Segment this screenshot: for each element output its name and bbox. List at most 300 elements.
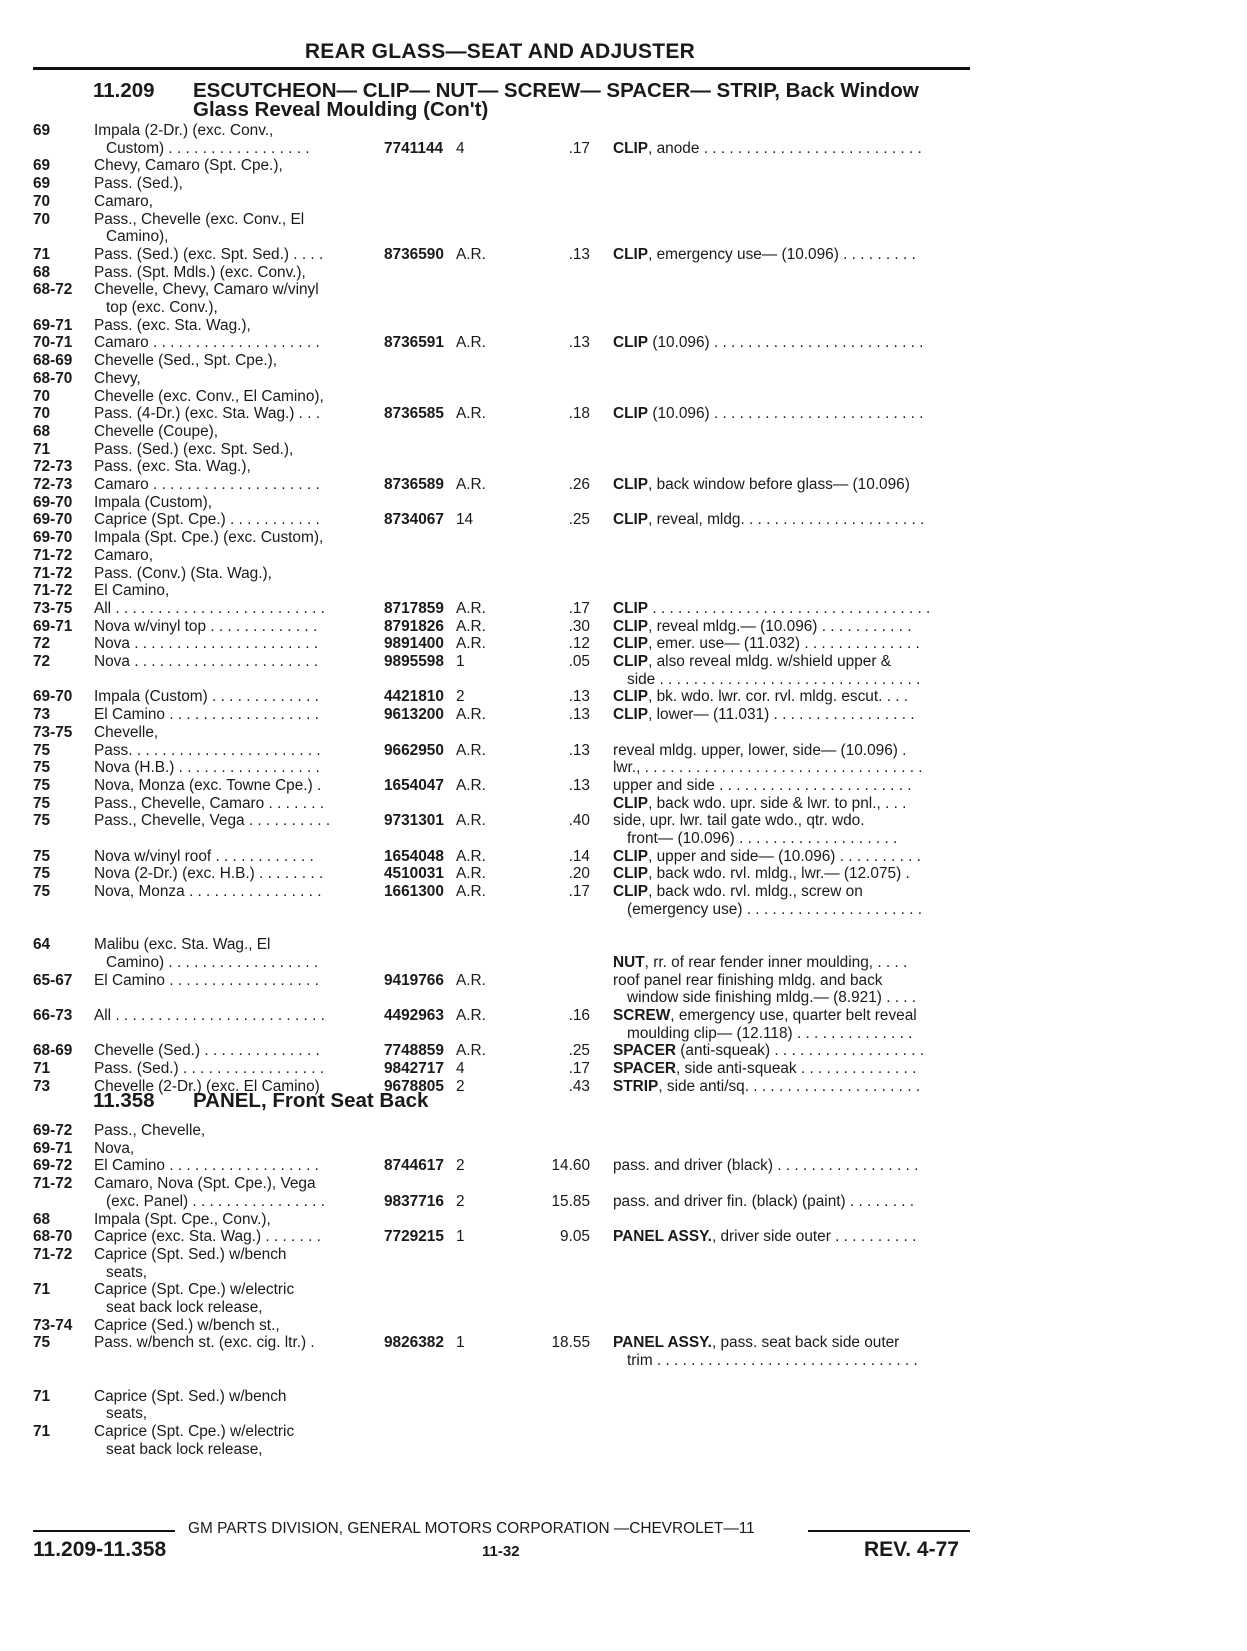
part-name [613, 653, 973, 671]
model-years: 75 [33, 812, 51, 830]
part-name [613, 476, 973, 494]
part-name [613, 972, 973, 990]
model-years: 69-72 [33, 1157, 73, 1175]
vehicle-description: Caprice (Spt. Sed.) w/bench [94, 1387, 287, 1405]
part-row [0, 989, 1000, 1007]
part-name [613, 140, 973, 158]
quantity: A.R. [456, 635, 486, 653]
quantity: 1 [456, 653, 465, 670]
vehicle-description: All . . . . . . . . . . . . . . . . . . . . . . . . . [94, 599, 325, 617]
price: .40 [568, 812, 590, 830]
part-name [613, 759, 973, 777]
part-name-detail: trim . . . . . . . . . . . . . . . . . . . . . . . . . . . . . . . [627, 1352, 918, 1370]
part-row [0, 1122, 1000, 1140]
price: .20 [568, 865, 590, 883]
part-number: 9895598 [384, 653, 444, 670]
part-name-bold: CLIP [613, 476, 649, 493]
part-name-detail: , back wdo. rvl. mldg., screw on [648, 883, 863, 901]
quantity: A.R. [456, 847, 486, 865]
model-years: 73-75 [33, 599, 73, 617]
price: .05 [568, 653, 590, 670]
part-row [0, 529, 1000, 547]
part-row [0, 1193, 1000, 1211]
part-name [627, 671, 973, 689]
part-name-bold: CLIP [613, 245, 649, 263]
model-years: 68-69 [33, 1042, 73, 1060]
part-name-detail: (10.096) . . . . . . . . . . . . . . . . . . . . . . . . . [648, 334, 924, 352]
section-number: 11.358 [93, 1089, 155, 1112]
model-years: 66-73 [33, 1007, 73, 1024]
section-title-line-1: ESCUTCHEON— CLIP— NUT— SCREW— SPACER— STRIP, Back Window [193, 79, 919, 102]
part-row [0, 706, 1000, 724]
part-row [0, 157, 1000, 175]
part-name [613, 600, 973, 618]
model-years: 72-73 [33, 458, 73, 476]
part-name-bold: CLIP [613, 617, 649, 635]
vehicle-description: Malibu (exc. Sta. Wag., El [94, 936, 271, 954]
model-years: 71 [33, 245, 51, 263]
vehicle-description: Pass. (Sed.) (exc. Spt. Sed.) . . . . [94, 245, 324, 263]
part-row [0, 423, 1000, 441]
quantity: A.R. [456, 1007, 486, 1024]
part-name-detail: (10.096) . . . . . . . . . . . . . . . . . . . . . . . . . [648, 405, 924, 423]
model-years: 69-71 [33, 316, 73, 334]
model-years: 69-70 [33, 511, 73, 529]
part-name [613, 812, 973, 830]
vehicle-description: Impala (Spt. Cpe., Conv.), [94, 1210, 271, 1228]
part-row [0, 547, 1000, 565]
model-years: 69-70 [33, 688, 73, 706]
quantity: 4 [456, 1060, 465, 1078]
part-row [0, 724, 1000, 742]
page-number: 11-32 [482, 1543, 520, 1560]
part-name [613, 1228, 973, 1246]
part-row [0, 1157, 1000, 1175]
part-name-detail: , emergency use, quarter belt reveal [670, 1007, 917, 1024]
vehicle-description: Chevelle, [94, 723, 159, 741]
price: 18.55 [551, 1334, 590, 1352]
part-name [627, 1025, 973, 1043]
vehicle-description: Pass. w/bench st. (exc. cig. ltr.) . [94, 1334, 315, 1352]
model-years: 69-70 [33, 529, 73, 547]
model-years: 72 [33, 635, 51, 653]
part-row [0, 334, 1000, 352]
part-row [0, 1211, 1000, 1229]
part-name-bold: CLIP [613, 653, 649, 670]
quantity: A.R. [456, 476, 486, 493]
model-years: 69-71 [33, 617, 73, 635]
vehicle-description: Chevy, Camaro (Spt. Cpe.), [94, 157, 283, 175]
vehicle-description: Pass., Chevelle, Camaro . . . . . . . [94, 794, 325, 812]
model-years: 69 [33, 122, 51, 139]
part-name [613, 688, 973, 706]
part-number: 9613200 [384, 706, 444, 724]
vehicle-description: (exc. Panel) . . . . . . . . . . . . . . . . [106, 1192, 325, 1210]
part-number: 8791826 [384, 617, 444, 635]
part-name-bold: CLIP [613, 688, 649, 706]
part-row [0, 1423, 1000, 1441]
vehicle-description: Camino), [106, 228, 169, 246]
quantity: A.R. [456, 812, 486, 830]
part-number: 4510031 [384, 865, 444, 883]
part-name-detail: , back wdo. upr. side & lwr. to pnl., . . . [648, 794, 907, 812]
model-years: 73 [33, 706, 51, 724]
section-title-line-2: Glass Reveal Moulding (Con't) [193, 98, 489, 121]
part-number: 9662950 [384, 741, 444, 759]
price: .13 [568, 776, 590, 794]
model-years: 71-72 [33, 1245, 73, 1263]
price: .25 [568, 511, 590, 529]
part-name-bold: SCREW [613, 1007, 671, 1024]
quantity: 2 [456, 1077, 465, 1095]
vehicle-description: Chevelle (Sed.) . . . . . . . . . . . . . . [94, 1042, 320, 1060]
part-name-detail: . . . . . . . . . . . . . . . . . . . . . . . . . . . . . . . . . [648, 599, 931, 617]
part-row [0, 1370, 1000, 1388]
model-years: 69 [33, 175, 51, 193]
part-row [0, 671, 1000, 689]
model-years: 68 [33, 422, 51, 440]
part-row [0, 122, 1000, 140]
model-years: 75 [33, 741, 51, 759]
part-number: 7748859 [384, 1042, 444, 1060]
vehicle-description: Impala (2-Dr.) (exc. Conv., [94, 122, 274, 139]
part-number: 1654048 [384, 847, 444, 865]
part-row [0, 1140, 1000, 1158]
part-name-detail: , emergency use— (10.096) . . . . . . . . . [648, 245, 916, 263]
price: .43 [568, 1077, 590, 1095]
part-name [613, 1042, 973, 1060]
vehicle-description: Nova (2-Dr.) (exc. H.B.) . . . . . . . . [94, 865, 324, 883]
part-name-detail: reveal mldg. upper, lower, side— (10.096) . [613, 741, 907, 759]
part-row [0, 565, 1000, 583]
part-name [613, 1007, 973, 1025]
vehicle-description: Caprice (Spt. Sed.) w/bench [94, 1245, 287, 1263]
vehicle-description: Pass. (4-Dr.) (exc. Sta. Wag.) . . . [94, 405, 321, 423]
vehicle-description: Caprice (Sed.) w/bench st., [94, 1316, 280, 1334]
price: .13 [568, 688, 590, 706]
part-row [0, 759, 1000, 777]
model-years: 71 [33, 440, 51, 458]
part-number: 4421810 [384, 688, 444, 706]
quantity: A.R. [456, 971, 486, 989]
part-number: 7741144 [384, 139, 444, 157]
part-number: 8736590 [384, 245, 444, 263]
part-row [0, 264, 1000, 282]
model-years: 72-73 [33, 476, 73, 493]
model-years: 75 [33, 794, 51, 812]
vehicle-description: seat back lock release, [106, 1440, 263, 1458]
price: .17 [568, 883, 590, 901]
part-name-bold: CLIP [613, 865, 649, 883]
model-years: 73-74 [33, 1316, 73, 1334]
vehicle-description: Chevelle (Coupe), [94, 422, 219, 440]
vehicle-description: Chevelle (Sed., Spt. Cpe.), [94, 352, 278, 370]
part-name-bold: STRIP [613, 1077, 659, 1095]
part-name-detail: , back wdo. rvl. mldg., lwr.— (12.075) . [648, 865, 910, 883]
part-row [0, 1246, 1000, 1264]
part-name [613, 1193, 973, 1211]
part-name-bold: CLIP [613, 635, 649, 653]
model-years: 69-72 [33, 1122, 73, 1139]
footer-rule-right [808, 1530, 970, 1532]
part-row [0, 777, 1000, 795]
part-row [0, 1228, 1000, 1246]
part-row [0, 370, 1000, 388]
vehicle-description: Nova w/vinyl roof . . . . . . . . . . . . [94, 847, 314, 865]
part-row [0, 972, 1000, 990]
quantity: A.R. [456, 741, 486, 759]
part-row [0, 812, 1000, 830]
part-name [613, 618, 973, 636]
part-name [613, 848, 973, 866]
part-number: 9419766 [384, 971, 444, 989]
model-years: 68 [33, 263, 51, 281]
part-row [0, 458, 1000, 476]
part-name [613, 1078, 973, 1096]
vehicle-description: Pass. (exc. Sta. Wag.), [94, 316, 251, 334]
part-row [0, 582, 1000, 600]
part-name [627, 989, 973, 1007]
part-name-bold: CLIP [613, 599, 649, 617]
section-number: 11.209 [93, 79, 155, 102]
part-number: 9731301 [384, 812, 444, 830]
part-row [0, 1007, 1000, 1025]
model-years: 75 [33, 865, 51, 883]
footer-section-range: 11.209-11.358 [33, 1538, 167, 1561]
part-name-bold: NUT [613, 953, 645, 971]
quantity: A.R. [456, 245, 486, 263]
vehicle-description: Camaro, Nova (Spt. Cpe.), Vega [94, 1175, 316, 1193]
quantity: 4 [456, 139, 465, 157]
model-years: 71-72 [33, 564, 73, 582]
part-name-bold: SPACER [613, 1060, 676, 1078]
part-name-bold: CLIP [613, 847, 649, 865]
vehicle-description: Pass., Chevelle (exc. Conv., El [94, 210, 305, 228]
part-name-detail: , upper and side— (10.096) . . . . . . . . . . [648, 847, 921, 865]
vehicle-description: Camaro, [94, 192, 154, 210]
model-years: 69-71 [33, 1139, 73, 1157]
part-name [613, 865, 973, 883]
vehicle-description: seats, [106, 1263, 148, 1281]
price: .30 [568, 617, 590, 635]
model-years: 65-67 [33, 971, 73, 989]
footer-corporation: GM PARTS DIVISION, GENERAL MOTORS CORPORATION —CHEVROLET—11 [188, 1520, 755, 1537]
model-years: 73-75 [33, 723, 73, 741]
part-row [0, 1317, 1000, 1335]
vehicle-description: Nova . . . . . . . . . . . . . . . . . . . . . . [94, 635, 319, 653]
quantity: A.R. [456, 1042, 486, 1060]
part-number: 8736589 [384, 476, 444, 493]
vehicle-description: Impala (Spt. Cpe.) (exc. Custom), [94, 529, 324, 547]
part-name [613, 777, 973, 795]
part-name-detail: roof panel rear finishing mldg. and back [613, 971, 883, 989]
vehicle-description: Camaro, [94, 546, 154, 564]
quantity: A.R. [456, 405, 486, 423]
model-years: 70 [33, 210, 51, 228]
part-name [613, 511, 973, 529]
part-number: 8744617 [384, 1157, 444, 1175]
model-years: 68-69 [33, 352, 73, 370]
vehicle-description: top (exc. Conv.), [106, 299, 218, 316]
part-row [0, 600, 1000, 618]
part-number: 8736591 [384, 334, 444, 352]
price: .14 [568, 847, 590, 865]
vehicle-description: Chevy, [94, 369, 141, 387]
part-name-detail: side, upr. lwr. tail gate wdo., qtr. wdo. [613, 812, 865, 830]
part-row [0, 1299, 1000, 1317]
part-number: 1661300 [384, 883, 444, 901]
part-name-detail: lwr., . . . . . . . . . . . . . . . . . . . . . . . . . . . . . . . . . [613, 759, 923, 777]
part-name-bold: CLIP [613, 405, 649, 423]
part-name-detail: (emergency use) . . . . . . . . . . . . . . . . . . . . . [627, 900, 923, 918]
part-name [613, 742, 973, 760]
vehicle-description: Nova, Monza . . . . . . . . . . . . . . . . [94, 883, 322, 901]
part-row [0, 317, 1000, 335]
part-row [0, 635, 1000, 653]
part-row [0, 1175, 1000, 1193]
model-years: 71 [33, 1422, 51, 1440]
part-name-bold: CLIP [613, 139, 649, 157]
quantity: 14 [456, 511, 474, 529]
part-name-bold: PANEL ASSY. [613, 1228, 712, 1246]
price: .26 [568, 476, 590, 493]
price: .17 [568, 1060, 590, 1078]
price: .13 [568, 245, 590, 263]
vehicle-description: Pass., Chevelle, Vega . . . . . . . . . . [94, 812, 331, 830]
part-name [613, 635, 973, 653]
vehicle-description: Pass. (Sed.) . . . . . . . . . . . . . . . . . [94, 1060, 325, 1078]
part-name-detail: , pass. seat back side outer [711, 1334, 900, 1352]
part-name [627, 1352, 973, 1370]
part-row [0, 954, 1000, 972]
part-name-detail: , side anti-squeak . . . . . . . . . . . . . . [676, 1060, 917, 1078]
part-number: 4492963 [384, 1007, 444, 1024]
model-years: 69 [33, 157, 51, 175]
part-row [0, 175, 1000, 193]
part-name-detail: , emer. use— (11.032) . . . . . . . . . . . . . . [648, 635, 920, 653]
part-row [0, 246, 1000, 264]
quantity: A.R. [456, 883, 486, 901]
part-row [0, 1264, 1000, 1282]
price: .13 [568, 706, 590, 724]
part-name-detail: window side finishing mldg.— (8.921) . . . . [627, 989, 917, 1007]
part-row [0, 352, 1000, 370]
model-years: 68-70 [33, 1228, 73, 1246]
part-row [0, 1060, 1000, 1078]
model-years: 72 [33, 653, 51, 670]
model-years: 70 [33, 387, 51, 405]
part-number: 8736585 [384, 405, 444, 423]
vehicle-description: Pass. (Spt. Mdls.) (exc. Conv.), [94, 263, 306, 281]
section-title: PANEL, Front Seat Back [193, 1089, 429, 1112]
part-name [613, 334, 973, 352]
part-name-detail: , anode . . . . . . . . . . . . . . . . . . . . . . . . . . [648, 139, 922, 157]
model-years: 68 [33, 1210, 51, 1228]
vehicle-description: Impala (Custom) . . . . . . . . . . . . . [94, 688, 319, 706]
part-name-detail: front— (10.096) . . . . . . . . . . . . . . . . . . . [627, 830, 898, 847]
part-row [0, 1025, 1000, 1043]
vehicle-description: El Camino . . . . . . . . . . . . . . . . . . [94, 1157, 319, 1175]
part-row [0, 228, 1000, 246]
vehicle-description: Pass., Chevelle, [94, 1122, 206, 1139]
revision-date: REV. 4-77 [864, 1538, 959, 1561]
vehicle-description: Nova (H.B.) . . . . . . . . . . . . . . . . . [94, 759, 320, 777]
model-years: 71 [33, 1281, 51, 1299]
vehicle-description: El Camino . . . . . . . . . . . . . . . . . . [94, 706, 319, 724]
model-years: 75 [33, 759, 51, 777]
part-row [0, 1042, 1000, 1060]
price: 14.60 [551, 1157, 590, 1175]
part-name-detail: pass. and driver (black) . . . . . . . . . . . . . . . . . [613, 1157, 919, 1175]
part-name-bold: CLIP [613, 334, 649, 352]
part-row [0, 901, 1000, 919]
part-row [0, 848, 1000, 866]
part-row [0, 1281, 1000, 1299]
part-name [613, 954, 973, 972]
part-name-bold: CLIP [613, 794, 649, 812]
vehicle-description: Chevelle, Chevy, Camaro w/vinyl [94, 281, 319, 299]
part-row [0, 1405, 1000, 1423]
vehicle-description: El Camino . . . . . . . . . . . . . . . . . . [94, 971, 319, 989]
part-row [0, 865, 1000, 883]
part-name [613, 1334, 973, 1352]
part-name [613, 405, 973, 423]
vehicle-description: Nova . . . . . . . . . . . . . . . . . . . . . . [94, 653, 319, 670]
vehicle-description: Pass. (Sed.) (exc. Spt. Sed.), [94, 440, 294, 458]
part-row [0, 281, 1000, 299]
price: .13 [568, 741, 590, 759]
vehicle-description: Caprice (Spt. Cpe.) w/electric [94, 1281, 295, 1299]
part-row [0, 1352, 1000, 1370]
model-years: 68-70 [33, 369, 73, 387]
part-row [0, 299, 1000, 317]
part-name-detail: upper and side . . . . . . . . . . . . . . . . . . . . . . . [613, 776, 912, 794]
part-row [0, 618, 1000, 636]
price: .25 [568, 1042, 590, 1060]
part-name-detail: , side anti/sq. . . . . . . . . . . . . . . . . . . . . [658, 1077, 921, 1095]
part-number: 7729215 [384, 1228, 444, 1246]
part-row [0, 511, 1000, 529]
footer-rule-left [33, 1530, 175, 1532]
model-years: 73 [33, 1077, 51, 1095]
part-name-detail: (anti-squeak) . . . . . . . . . . . . . . . . . . [676, 1042, 925, 1060]
model-years: 71 [33, 1060, 51, 1078]
part-number: 1654047 [384, 776, 444, 794]
part-name-detail: , also reveal mldg. w/shield upper & [648, 653, 892, 670]
header-rule [33, 67, 970, 70]
vehicle-description: Chevelle (exc. Conv., El Camino), [94, 387, 324, 405]
part-name-detail: side . . . . . . . . . . . . . . . . . . . . . . . . . . . . . . . [627, 670, 921, 688]
quantity: 2 [456, 1192, 465, 1210]
part-name-detail: , rr. of rear fender inner moulding, . . . . [644, 953, 908, 971]
vehicle-description: Caprice (Spt. Cpe.) . . . . . . . . . . . [94, 511, 320, 529]
model-years: 75 [33, 883, 51, 901]
model-years: 71 [33, 1387, 51, 1405]
page-title: REAR GLASS—SEAT AND ADJUSTER [304, 40, 696, 63]
quantity: A.R. [456, 706, 486, 724]
part-name-detail: pass. and driver fin. (black) (paint) . . . . . . . . [613, 1192, 915, 1210]
price: .17 [568, 599, 590, 617]
vehicle-description: Camino) . . . . . . . . . . . . . . . . . . [106, 953, 319, 971]
part-name-detail: , bk. wdo. lwr. cor. rvl. mldg. escut. . . . [648, 688, 909, 706]
model-years: 75 [33, 1334, 51, 1352]
part-row [0, 883, 1000, 901]
part-row [0, 441, 1000, 459]
part-number: 9891400 [384, 635, 444, 653]
part-row [0, 211, 1000, 229]
price: 9.05 [560, 1228, 590, 1246]
quantity: A.R. [456, 776, 486, 794]
